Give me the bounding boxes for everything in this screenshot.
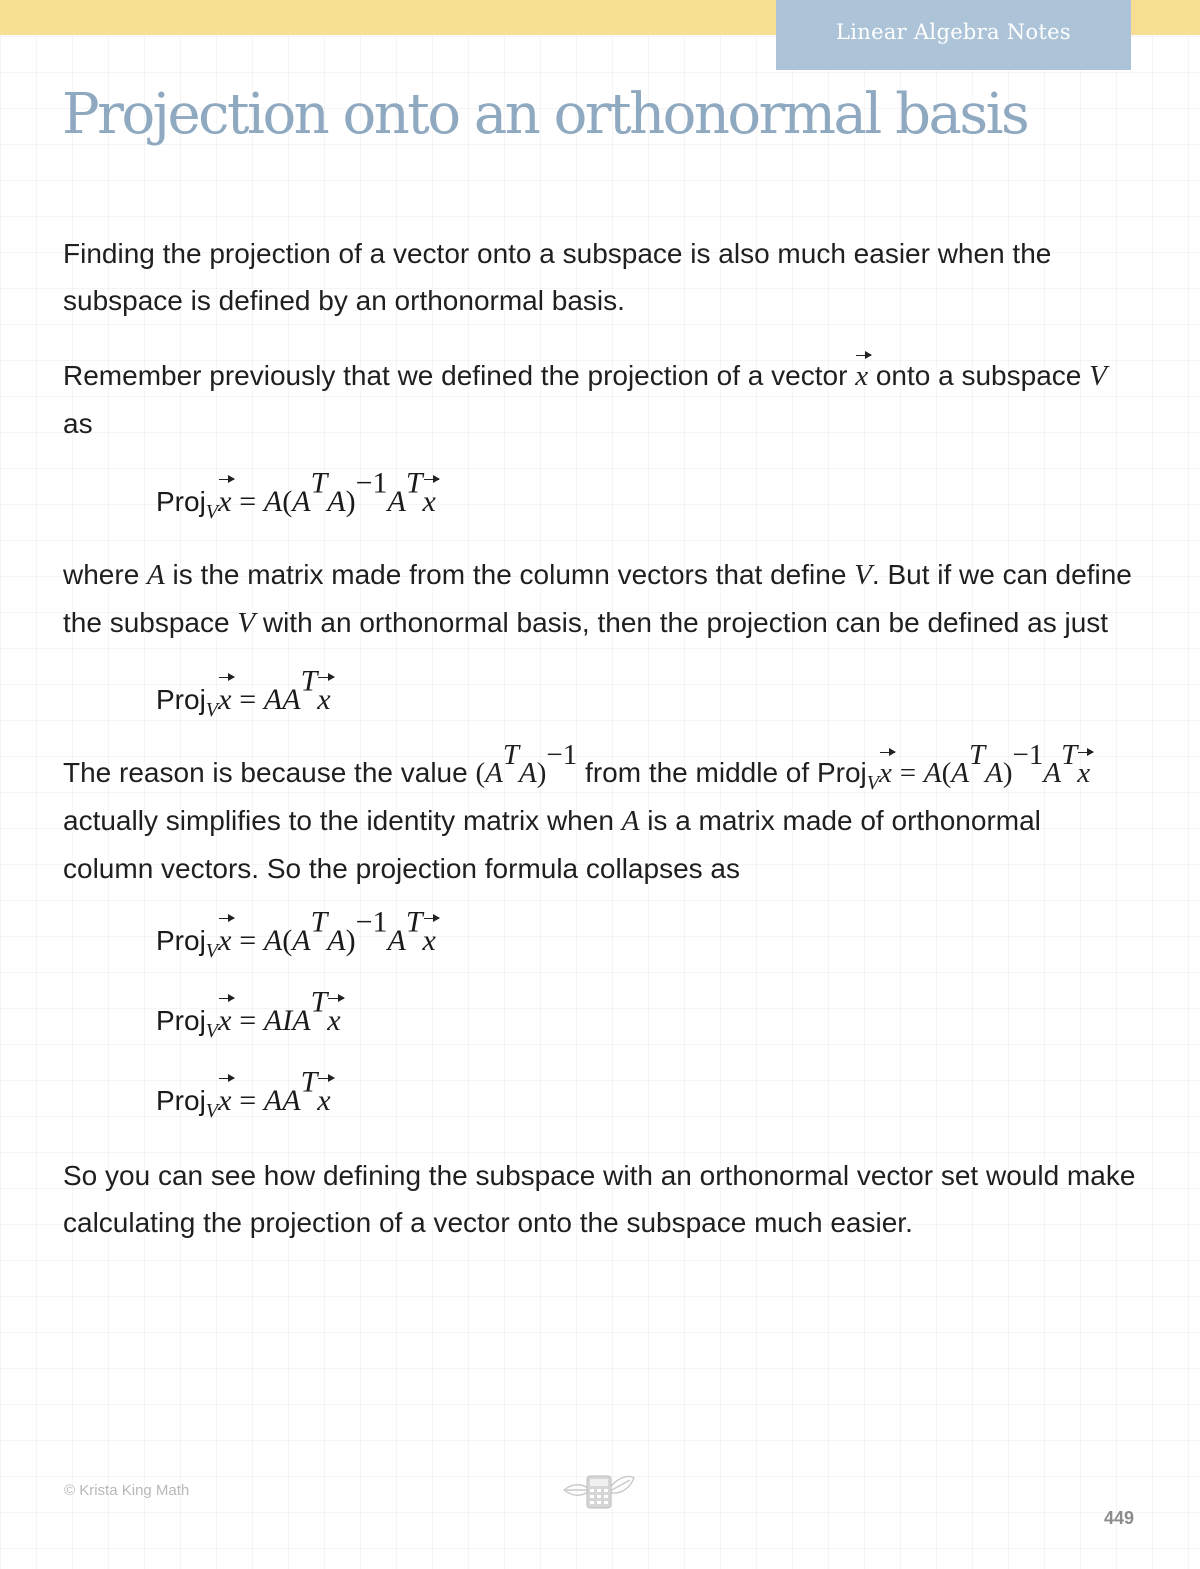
intro-paragraph: Finding the projection of a vector onto a subspace is also much easier when the subspace is defined by an orthonormal basis. bbox=[63, 238, 1052, 316]
page-number: 449 bbox=[1104, 1508, 1135, 1528]
equation-collapse-step1: Proj$_V$x = $A(A^TA)^{-1}A^Tx$ bbox=[63, 916, 1138, 966]
paragraph-reason: The reason is because the value $(A^TA)^{-1}$ from the middle of Proj$_V$x = $A(A^TA)^{-1}A^Tx$ actually simplifies to the identity matrix when A is a matrix made of orthonormal column vectors. So the projection formula collapses as bbox=[63, 739, 1091, 884]
calculator-leaf-icon bbox=[560, 1470, 638, 1512]
series-header-tab: Linear Algebra Notes bbox=[776, 0, 1131, 70]
paragraph-remember: Remember previously that we defined the projection of a vector x onto a subspace V as bbox=[63, 352, 1138, 447]
inline-equation: Proj$_V$x = $A(A^TA)^{-1}A^Tx$ bbox=[817, 757, 1090, 788]
conclusion-paragraph: So you can see how defining the subspace with an orthonormal vector set would make calculating the projection of a vector onto the subspace much easier. bbox=[63, 1160, 1136, 1238]
equation-projection-orthonormal: Proj$_V$x = $AA^Tx$ bbox=[63, 675, 1138, 725]
page-title: Projection onto an orthonormal basis bbox=[62, 82, 1028, 147]
equation-projection-general: Proj$_V$x = $A(A^TA)^{-1}A^Tx$ bbox=[63, 477, 1138, 527]
paragraph-where-A: where A is the matrix made from the column vectors that define V. But if we can define the subspace V with an orthonormal basis, then the projection can be defined as just bbox=[63, 559, 1132, 639]
equation-collapse-step2: Proj$_V$x = $AIA^Tx$ bbox=[63, 996, 1138, 1046]
vector-x: x bbox=[855, 353, 868, 400]
page-content bbox=[63, 230, 1138, 1246]
footer-copyright: © Krista King Math bbox=[64, 1482, 190, 1499]
symbol-V: V bbox=[1089, 360, 1107, 392]
equation-collapse-step3: Proj$_V$x = $AA^Tx$ bbox=[63, 1076, 1138, 1126]
